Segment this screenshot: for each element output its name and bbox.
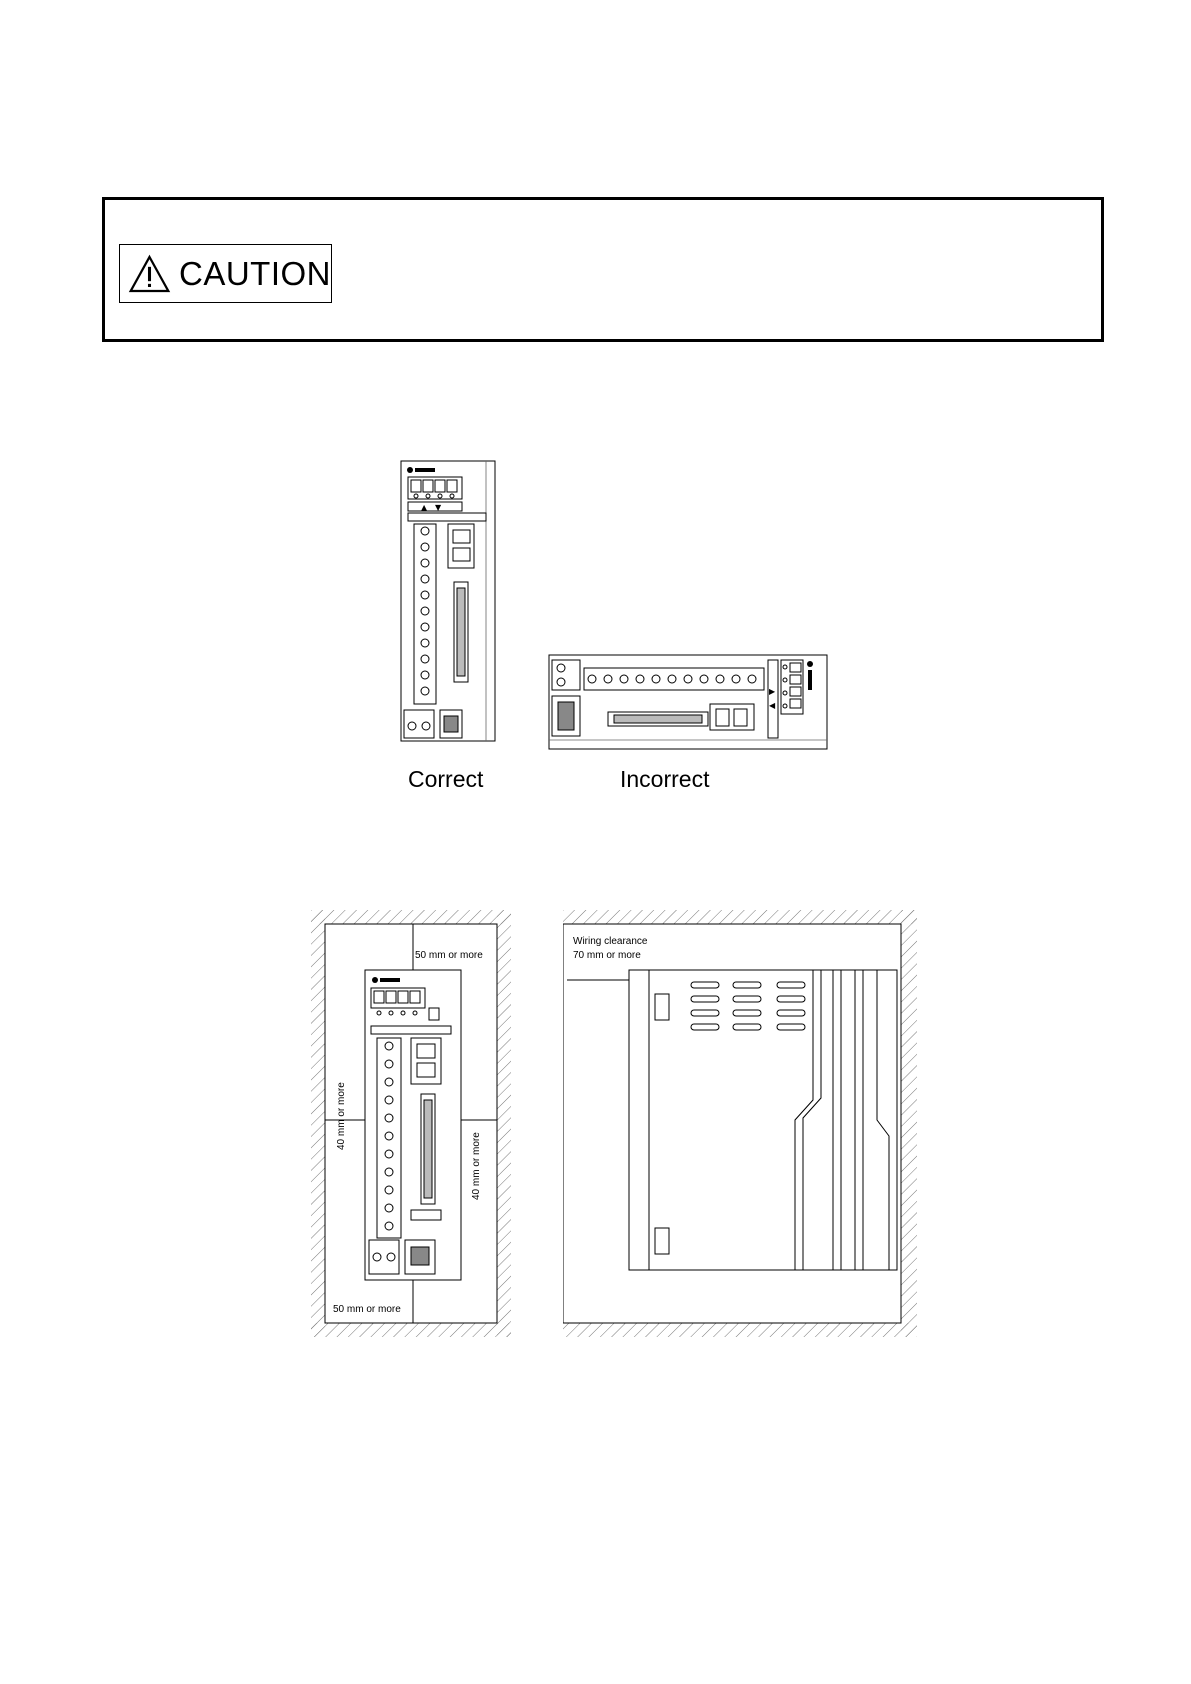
drive-correct-figure (400, 460, 496, 742)
wiring-clearance-label-2: 70 mm or more (573, 950, 641, 961)
caution-title: CAUTION (179, 254, 331, 292)
svg-text:▼: ▼ (435, 503, 442, 512)
correct-caption: Correct (408, 766, 484, 792)
wiring-clearance-label-1: Wiring clearance (573, 936, 648, 947)
incorrect-caption: Incorrect (620, 766, 710, 792)
warning-triangle-icon (128, 252, 171, 296)
clearance-left-label: 40 mm or more (336, 1082, 347, 1150)
clearance-front-figure (311, 910, 511, 1337)
clearance-bottom-label: 50 mm or more (333, 1304, 401, 1315)
caution-label (119, 244, 332, 303)
drive-incorrect-figure (548, 654, 828, 750)
clearance-side-figure (563, 910, 917, 1337)
svg-text:◀: ◀ (769, 701, 776, 710)
clearance-top-label: 50 mm or more (415, 950, 483, 961)
caution-box (102, 197, 1104, 342)
svg-text:▶: ▶ (769, 687, 776, 696)
svg-text:▲: ▲ (421, 503, 428, 512)
clearance-right-label: 40 mm or more (471, 1132, 482, 1200)
